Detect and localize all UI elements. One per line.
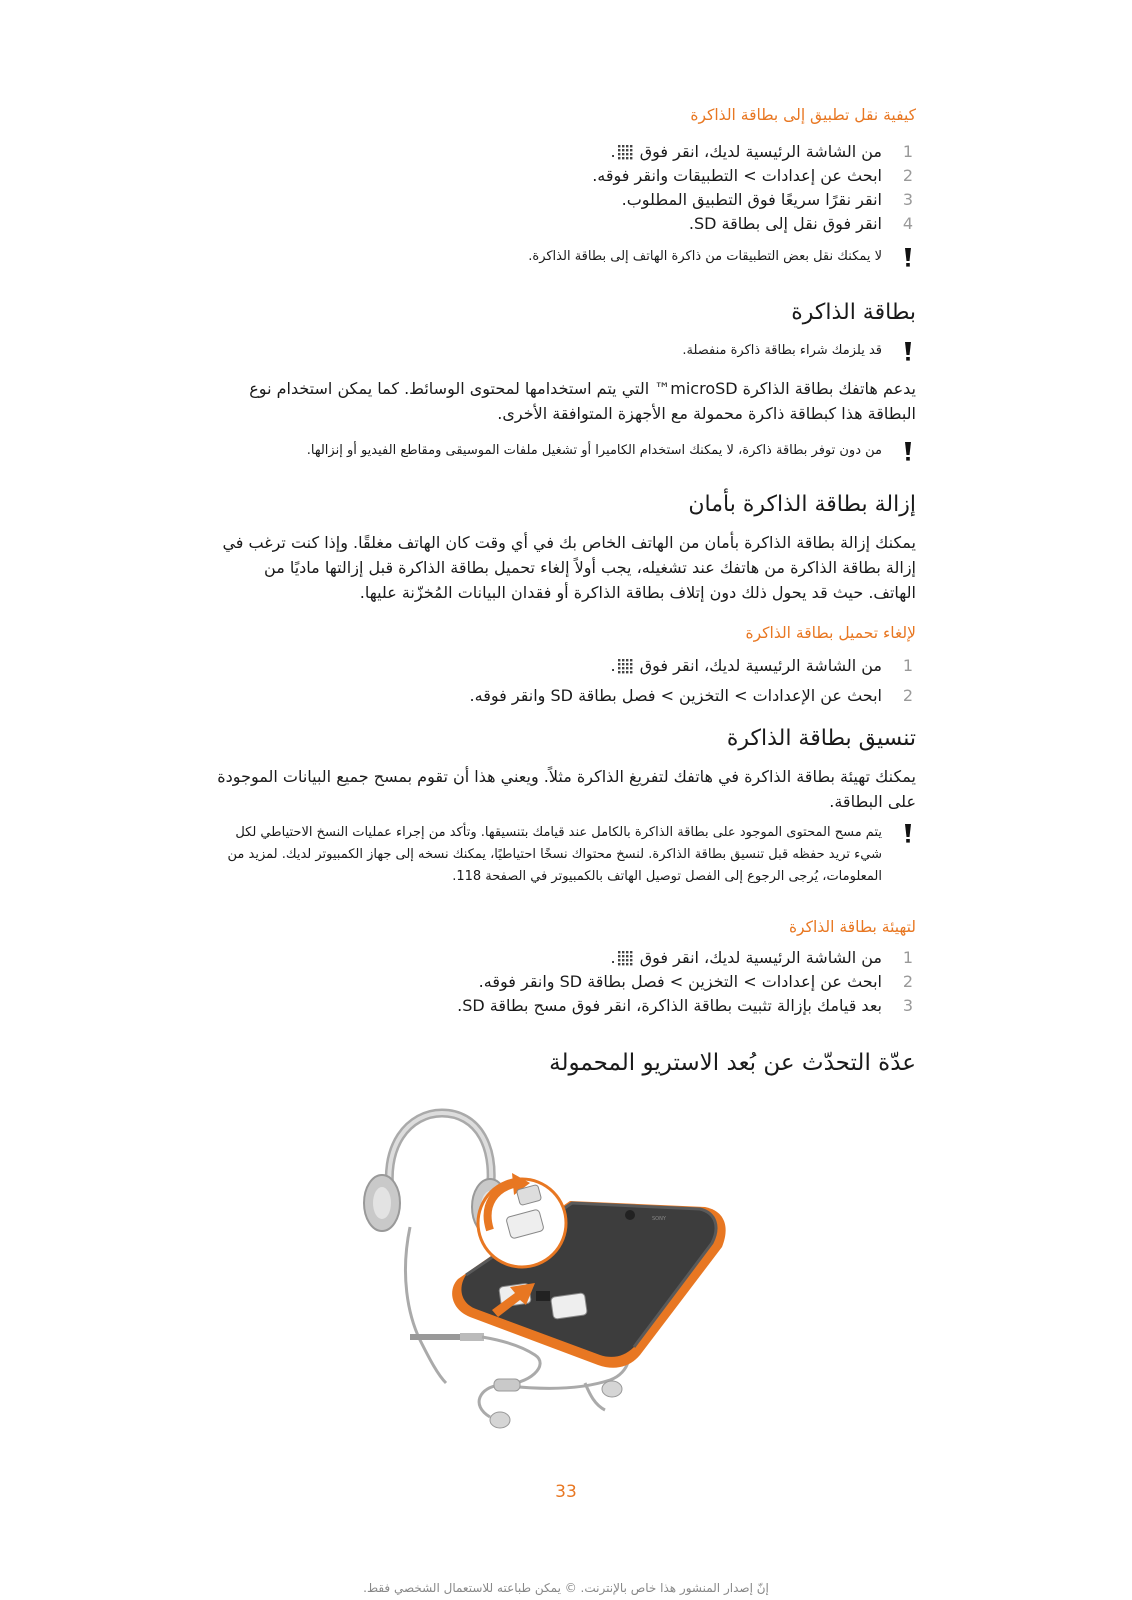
subheading xyxy=(216,624,916,642)
note xyxy=(216,340,916,362)
paragraph: يدعم هاتفك بطاقة الذاكرة microSD™ التي يتم استخدامها لمحتوى الوسائط. كما يمكن استخدام نوع البطاقة هذا كبطاقة ذاكرة محمولة مع الأجهزة المتوافقة الأخرى. xyxy=(249,379,916,423)
exclamation-icon xyxy=(900,824,916,844)
step-number: 1 xyxy=(902,656,914,675)
section-heading: كيفية نقل تطبيق إلى بطاقة الذاكرة xyxy=(690,106,916,124)
step-text: من الشاشة الرئيسية لديك، انقر فوق xyxy=(639,948,882,967)
earbud-left xyxy=(490,1412,510,1428)
list-item xyxy=(216,994,916,1018)
paragraph: يمكنك إزالة بطاقة الذاكرة بأمان من الهاتف الخاص بك في أي وقت كان الهاتف مغلقًا. وإذا كنت ترغب في إزالة بطاقة الذاكرة من هاتفك عند تشغيله، يجب أولاً إلغاء تحميل بطاقة الذاكرة قبل إزالتها ماديًا من الهاتف. حيث قد يحول ذلك دون إتلاف بطاقة الذاكرة أو فقدان البيانات المُخزّنة عليها. xyxy=(222,533,916,602)
list-item xyxy=(216,970,916,994)
section-title: عدّة التحدّث عن بُعد الاستريو المحمولة xyxy=(549,1050,916,1076)
headphone-cable xyxy=(405,1227,446,1383)
step-text: ابحث عن إعدادات > التخزين > فصل بطاقة SD وانقر فوقه. xyxy=(478,972,882,991)
step-number: 1 xyxy=(902,142,914,161)
step-text: ابحث عن الإعدادات > التخزين > فصل بطاقة SD وانقر فوقه. xyxy=(469,686,882,705)
section-title: تنسيق بطاقة الذاكرة xyxy=(726,726,916,751)
step-number: 2 xyxy=(902,166,914,185)
note xyxy=(216,822,916,888)
exclamation-icon xyxy=(900,248,916,268)
step-number: 2 xyxy=(902,972,914,991)
note-text: من دون توفر بطاقة ذاكرة، لا يمكنك استخدام الكاميرا أو تشغيل ملفات الموسيقى ومقاطع الفيديو أو إنزالها. xyxy=(306,443,882,458)
note xyxy=(216,246,916,268)
step-text: بعد قيامك بإزالة تثبيت بطاقة الذاكرة، انقر فوق مسح بطاقة SD. xyxy=(457,996,882,1015)
app-grid-icon xyxy=(618,659,633,674)
note-text: يتم مسح المحتوى الموجود على بطاقة الذاكرة بالكامل عند قيامك بتنسيقها. وتأكد من إجراء عمليات النسخ الاحتياطي لكل شيء تريد حفظه قبل تنسيق بطاقة الذاكرة. لنسخ محتواك نسخًا احتياطيًا، يمكنك نسخه إلى جهاز الكمبيوتر لديك. لمزيد من المعلومات، يُرجى الرجوع إلى الفصل توصيل الهاتف بالكمبيوتر في الصفحة 118. xyxy=(227,825,882,884)
note xyxy=(216,440,916,462)
list-item xyxy=(216,188,916,212)
section-format xyxy=(216,726,916,751)
earbud-right xyxy=(602,1381,622,1397)
steps-list xyxy=(216,654,916,708)
step-number: 1 xyxy=(902,948,914,967)
list-item: 1 من الشاشة الرئيسية لديك، انقر فوق . xyxy=(216,654,916,678)
note-text: قد يلزمك شراء بطاقة ذاكرة منفصلة. xyxy=(682,343,882,358)
list-item xyxy=(216,212,916,236)
list-item xyxy=(216,684,916,708)
app-grid-icon xyxy=(618,145,633,160)
app-grid-icon xyxy=(618,951,633,966)
note-text: لا يمكنك نقل بعض التطبيقات من ذاكرة الهاتف إلى بطاقة الذاكرة. xyxy=(528,249,882,264)
step-number: 3 xyxy=(902,190,914,209)
section-heading: لتهيئة بطاقة الذاكرة xyxy=(788,918,916,936)
exclamation-icon xyxy=(900,442,916,462)
section-memory-card xyxy=(216,300,916,325)
step-number: 3 xyxy=(902,996,914,1015)
list-item: 1 من الشاشة الرئيسية لديك، انقر فوق . xyxy=(216,140,916,164)
section-move-app xyxy=(216,106,916,124)
section-title: إزالة بطاقة الذاكرة بأمان xyxy=(688,492,916,517)
section-title: بطاقة الذاكرة xyxy=(791,300,916,325)
paragraph: يمكنك تهيئة بطاقة الذاكرة في هاتفك لتفريغ الذاكرة مثلاً. ويعني هذا أن تقوم بمسح جميع البيانات الموجودة على البطاقة. xyxy=(217,767,916,811)
svg-text:SONY: SONY xyxy=(652,1216,666,1222)
step-text: انقر نقرًا سريعًا فوق التطبيق المطلوب. xyxy=(621,190,882,209)
step-text: ابحث عن إعدادات > التطبيقات وانقر فوقه. xyxy=(592,166,882,185)
list-item: 1 من الشاشة الرئيسية لديك، انقر فوق . xyxy=(216,946,916,970)
step-number: 4 xyxy=(902,214,914,233)
step-text: من الشاشة الرئيسية لديك، انقر فوق xyxy=(639,656,882,675)
section-safe-removal xyxy=(216,492,916,517)
exclamation-icon xyxy=(900,342,916,362)
step-number: 2 xyxy=(902,686,914,705)
steps-list xyxy=(216,946,916,1018)
list-item xyxy=(216,164,916,188)
step-text: انقر فوق نقل إلى بطاقة SD. xyxy=(688,214,882,233)
headset-illustration xyxy=(350,1105,770,1435)
section-heading: لإلغاء تحميل بطاقة الذاكرة xyxy=(745,624,916,642)
step-text: من الشاشة الرئيسية لديك، انقر فوق xyxy=(639,142,882,161)
steps-list xyxy=(216,140,916,236)
section-headset xyxy=(216,1050,916,1076)
subheading xyxy=(216,918,916,936)
page-number: 33 xyxy=(555,1482,577,1502)
remote-control xyxy=(494,1379,520,1391)
footer: إنّ إصدار المنشور هذا خاص بالإنترنت. © يمكن طباعته للاستعمال الشخصي فقط. xyxy=(363,1581,769,1595)
